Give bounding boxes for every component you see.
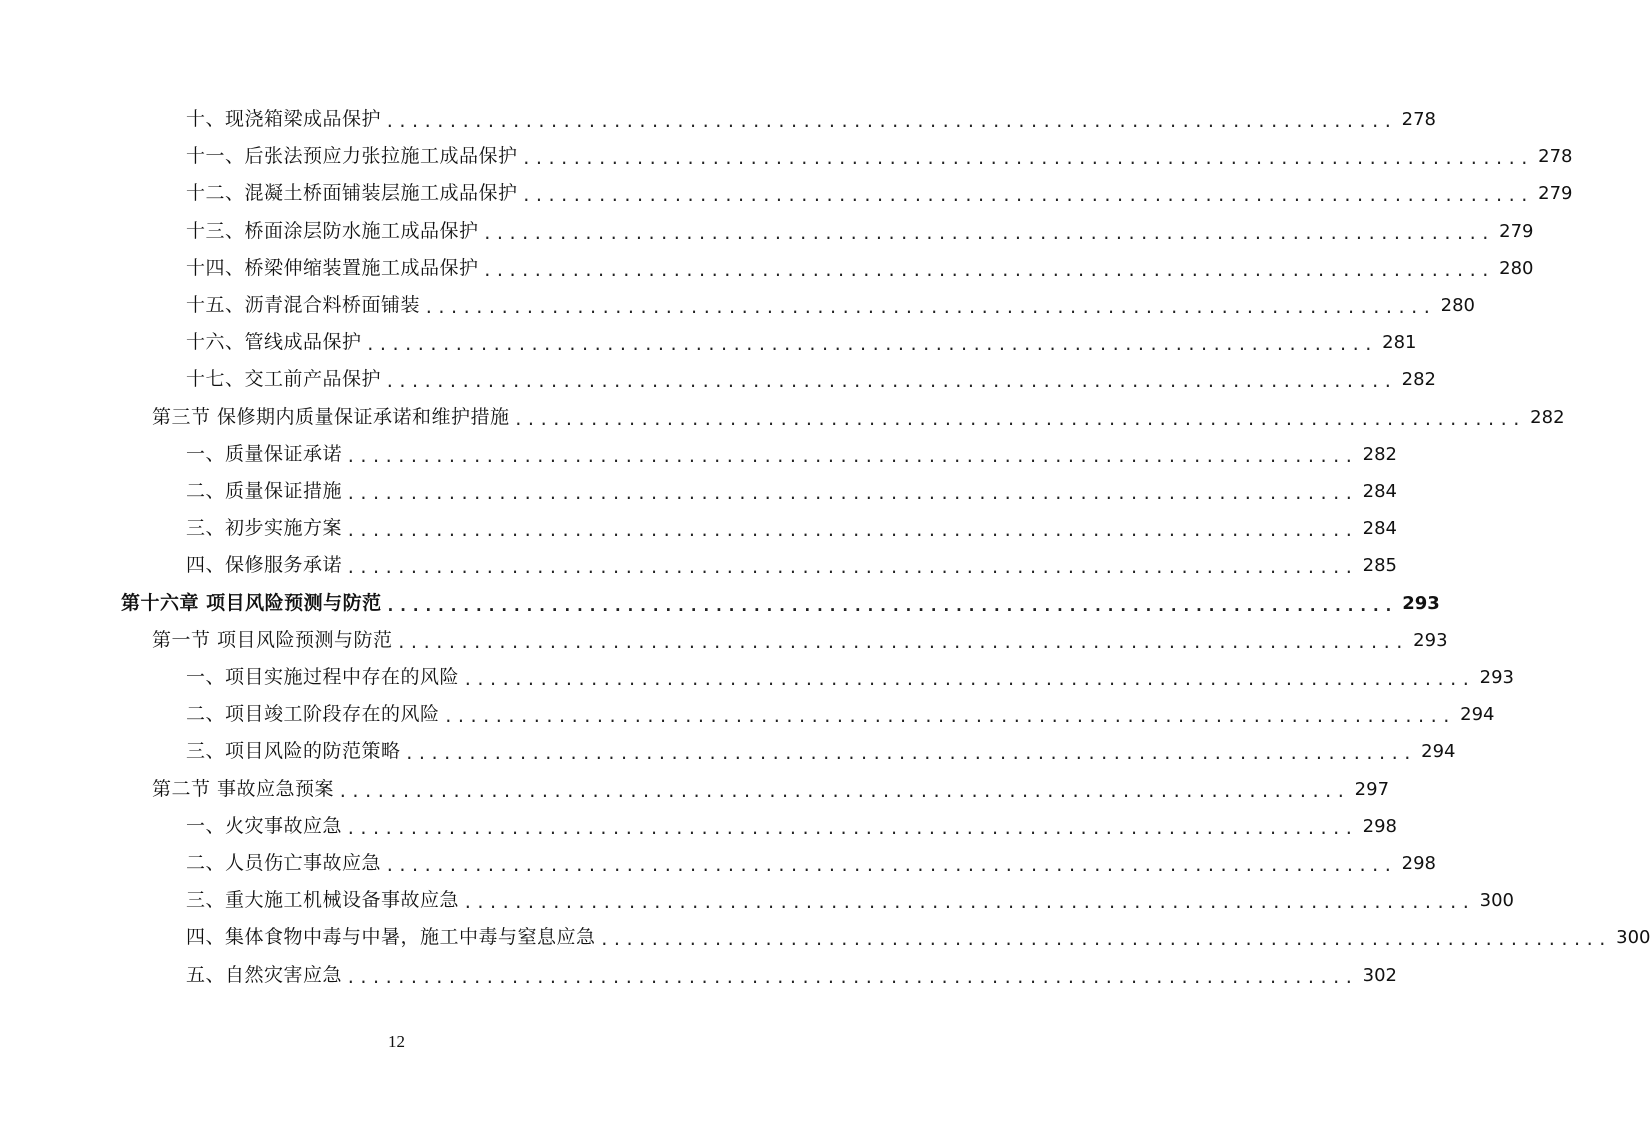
dot-leader: ................................................................................ xyxy=(346,484,1357,503)
toc-item-entry[interactable] xyxy=(186,733,1456,770)
dot-leader: ................................................................................ xyxy=(396,632,1408,652)
toc-entry-page: 300 xyxy=(1479,890,1514,912)
dot-leader: ................................................................................ xyxy=(521,186,1533,206)
dot-leader: ................................................................................ xyxy=(346,818,1357,838)
toc-entry-label: 三、项目风险的防范策略 xyxy=(186,740,401,763)
dot-leader: ................................................................................ xyxy=(482,223,1494,243)
dot-leader: ................................................................................ xyxy=(385,112,1396,131)
toc-entry-label: 十一、后张法预应力张拉施工成品保护 xyxy=(186,145,518,168)
toc-entry-label: 第一节 项目风险预测与防范 xyxy=(152,628,393,651)
dot-leader: ................................................................................ xyxy=(463,670,1474,689)
toc-item-entry[interactable] xyxy=(186,919,1651,956)
toc-entry-label: 四、集体食物中毒与中暑，施工中毒与窒息应急 xyxy=(186,926,596,949)
toc-entry-label: 第三节 保修期内质量保证承诺和维护措施 xyxy=(152,405,510,428)
toc-entry-page: 279 xyxy=(1538,183,1573,205)
toc-entry-label: 十五、沥青混合料桥面铺装 xyxy=(186,294,421,316)
toc-entry-page: 298 xyxy=(1362,815,1397,837)
toc-item-entry[interactable] xyxy=(186,510,1397,547)
toc-item-entry[interactable] xyxy=(186,957,1397,994)
toc-entry-label: 十三、桥面涂层防水施工成品保护 xyxy=(186,219,479,242)
toc-entry-page: 294 xyxy=(1421,741,1456,763)
toc-item-entry[interactable] xyxy=(186,213,1534,250)
dot-leader: ................................................................................ xyxy=(346,521,1357,541)
toc-entry-page: 278 xyxy=(1401,109,1436,130)
toc-item-entry[interactable] xyxy=(186,361,1436,398)
toc-item-entry[interactable] xyxy=(186,138,1573,175)
toc-item-entry[interactable] xyxy=(186,436,1397,473)
toc-entry-page: 298 xyxy=(1401,853,1436,874)
toc-item-entry[interactable] xyxy=(186,473,1397,510)
dot-leader: ................................................................................ xyxy=(463,893,1474,913)
toc-item-entry[interactable] xyxy=(186,882,1514,919)
toc-entry-page: 293 xyxy=(1413,629,1448,651)
toc-entry-label: 二、人员伤亡事故应急 xyxy=(186,852,382,874)
dot-leader: ................................................................................ xyxy=(482,260,1494,280)
toc-entry-label: 五、自然灾害应急 xyxy=(186,963,343,986)
toc-entry-label: 四、保修服务承诺 xyxy=(186,554,343,577)
toc-entry-label: 十四、桥梁伸缩装置施工成品保护 xyxy=(186,256,479,279)
dot-leader: ................................................................................ xyxy=(346,446,1357,466)
toc-entry-label: 第十六章 项目风险预测与防范 xyxy=(121,591,382,614)
toc-entry-page: 285 xyxy=(1362,555,1397,577)
page-number: 12 xyxy=(388,1032,405,1051)
toc-entry-label: 十、现浇箱梁成品保护 xyxy=(186,108,382,130)
dot-leader: ................................................................................ xyxy=(385,856,1396,875)
toc-entry-label: 一、项目实施过程中存在的风险 xyxy=(186,666,460,688)
toc-item-entry[interactable] xyxy=(186,287,1475,324)
toc-entry-page: 284 xyxy=(1362,481,1397,502)
toc-entry-page: 294 xyxy=(1460,704,1495,726)
dot-leader: ................................................................................ xyxy=(404,744,1416,764)
toc-entry-label: 二、质量保证措施 xyxy=(186,480,343,502)
toc-entry-page: 282 xyxy=(1401,369,1436,391)
toc-entry-page: 279 xyxy=(1499,220,1534,242)
toc-entry-page: 302 xyxy=(1362,964,1397,986)
toc-item-entry[interactable] xyxy=(186,659,1514,696)
dot-leader: ................................................................................ xyxy=(385,595,1397,615)
toc-item-entry[interactable] xyxy=(186,547,1397,584)
toc-entry-page: 297 xyxy=(1354,778,1390,800)
toc-chapter-entry[interactable] xyxy=(121,585,1440,622)
toc-item-entry[interactable] xyxy=(186,845,1436,882)
toc-entry-label: 一、质量保证承诺 xyxy=(186,442,343,465)
dot-leader: ................................................................................ xyxy=(385,372,1396,392)
toc-section-entry[interactable] xyxy=(152,622,1448,659)
toc-item-entry[interactable] xyxy=(186,101,1436,138)
toc-entry-page: 282 xyxy=(1530,406,1565,428)
toc-item-entry[interactable] xyxy=(186,696,1495,733)
dot-leader: ................................................................................ xyxy=(443,707,1455,727)
toc-section-entry[interactable] xyxy=(152,399,1565,436)
toc-item-entry[interactable] xyxy=(186,250,1534,287)
toc-entry-page: 293 xyxy=(1479,667,1514,688)
toc-item-entry[interactable] xyxy=(186,324,1417,361)
toc-entry-page: 278 xyxy=(1538,146,1573,168)
toc-entry-label: 二、项目竣工阶段存在的风险 xyxy=(186,703,440,726)
toc-entry-page: 300 xyxy=(1616,927,1651,949)
toc-entry-label: 第二节 事故应急预案 xyxy=(152,777,335,800)
toc-entry-page: 293 xyxy=(1402,592,1440,614)
toc-entry-label: 十六、管线成品保护 xyxy=(186,331,362,354)
dot-leader: ................................................................................ xyxy=(599,930,1611,950)
toc-item-entry[interactable] xyxy=(186,808,1397,845)
toc-entry-page: 280 xyxy=(1440,295,1475,316)
dot-leader: ................................................................................ xyxy=(513,409,1525,429)
toc-entry-label: 三、初步实施方案 xyxy=(186,517,343,540)
dot-leader: ................................................................................ xyxy=(521,149,1533,169)
dot-leader: ................................................................................ xyxy=(424,298,1435,317)
toc-entry-page: 282 xyxy=(1362,443,1397,465)
toc-entry-page: 280 xyxy=(1499,257,1534,279)
toc-entry-page: 284 xyxy=(1362,518,1397,540)
dot-leader: ................................................................................ xyxy=(338,781,1349,801)
dot-leader: ................................................................................ xyxy=(365,335,1377,355)
toc-entry-label: 一、火灾事故应急 xyxy=(186,814,343,837)
toc-entry-label: 十七、交工前产品保护 xyxy=(186,368,382,391)
toc-entry-label: 三、重大施工机械设备事故应急 xyxy=(186,889,460,912)
toc-entry-label: 十二、混凝土桥面铺装层施工成品保护 xyxy=(186,182,518,205)
dot-leader: ................................................................................ xyxy=(346,967,1357,987)
toc-item-entry[interactable] xyxy=(186,175,1573,212)
toc-section-entry[interactable] xyxy=(152,771,1390,808)
toc-entry-page: 281 xyxy=(1382,332,1417,354)
dot-leader: ................................................................................ xyxy=(346,558,1357,578)
